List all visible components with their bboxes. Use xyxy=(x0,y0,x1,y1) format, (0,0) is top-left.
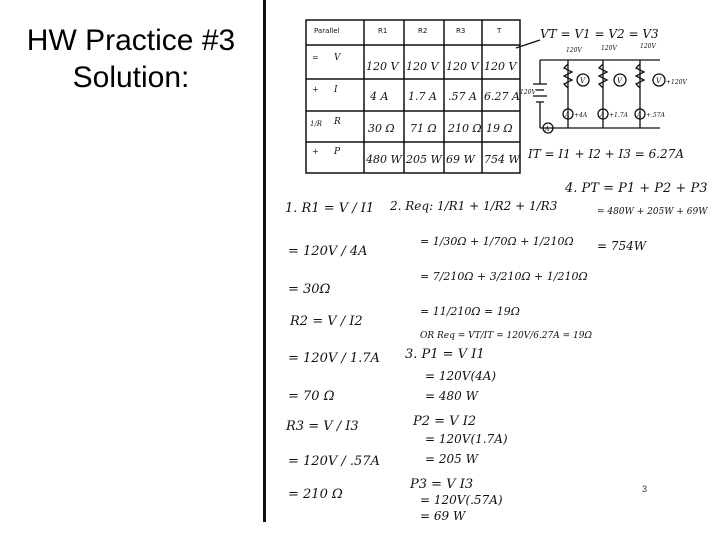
work-line: = 120V / 4A xyxy=(288,244,368,259)
work-line: = 120V / .57A xyxy=(288,454,380,469)
cell-p-r3: 69 W xyxy=(446,153,475,166)
header-r2: R2 xyxy=(418,27,428,35)
parallel-circuit xyxy=(516,40,665,133)
work-question-3 xyxy=(405,347,496,403)
work-line: = 120V(.57A) xyxy=(420,493,503,507)
work-line: = 120V(4A) xyxy=(425,369,497,383)
work-line: = 480 W xyxy=(425,389,478,403)
work-line: = 480W + 205W + 69W xyxy=(597,207,708,217)
table-row-voltage xyxy=(312,53,517,73)
work-line: = 7/210Ω + 3/210Ω + 1/210Ω xyxy=(420,270,588,283)
slide-title-line2: Solution: xyxy=(72,61,190,94)
cell-r-r2: 71 Ω xyxy=(410,122,437,135)
row-label: V xyxy=(334,53,341,63)
slide-title-line1: HW Practice #3 xyxy=(26,24,236,57)
work-line: = 1/30Ω + 1/70Ω + 1/210Ω xyxy=(420,235,574,248)
header-total: T xyxy=(497,27,502,35)
table-header-row xyxy=(314,27,502,35)
branch-voltage-label: +120V xyxy=(666,79,687,86)
table-row-current xyxy=(312,85,520,103)
work-question-4 xyxy=(564,181,708,253)
work-line: = 69 W xyxy=(420,509,466,523)
current-equation: IT = I1 + I2 + I3 = 6.27A xyxy=(528,147,684,161)
work-line: = 11/210Ω = 19Ω xyxy=(420,305,520,318)
cell-i-r3: .57 A xyxy=(448,90,477,103)
page-number: 3 xyxy=(642,484,648,494)
work-line: 4. PT = P1 + P2 + P3 xyxy=(565,181,708,196)
branch-current-label: +4A xyxy=(574,112,588,119)
header-parallel: Parallel xyxy=(314,27,340,35)
row-sym: + xyxy=(312,85,319,94)
table-row-power xyxy=(312,147,521,166)
branch-current-label: +.57A xyxy=(646,112,665,119)
cell-v-r2: 120 V xyxy=(406,60,439,73)
circuit-source-label: 120V xyxy=(520,89,536,96)
work-line: 2. Req: 1/R1 + 1/R2 + 1/R3 xyxy=(390,199,558,213)
work-line: = 120V(1.7A) xyxy=(425,432,508,446)
branch-current-label: +1.7A xyxy=(609,112,628,119)
work-line: 1. R1 = V / I1 xyxy=(285,201,375,216)
voltmeter-symbol: V xyxy=(617,77,623,85)
work-line: = 30Ω xyxy=(288,282,331,297)
branch-voltage-label: 120V xyxy=(601,45,617,52)
header-r3: R3 xyxy=(456,27,466,35)
ammeter-symbol: A xyxy=(600,112,605,119)
cell-r-r1: 30 Ω xyxy=(368,122,395,135)
ammeter-symbol: A xyxy=(637,112,642,119)
cell-p-r2: 205 W xyxy=(406,153,442,166)
cell-i-r1: 4 A xyxy=(370,90,389,103)
cell-p-r1: 480 W xyxy=(366,153,402,166)
row-sym: = xyxy=(312,53,319,62)
work-line: R2 = V / I2 xyxy=(290,314,363,329)
work-question-3c xyxy=(409,477,503,523)
work-question-1b xyxy=(288,314,380,404)
voltmeter-symbol: V xyxy=(580,77,586,85)
work-line: 3. P1 = V I1 xyxy=(405,347,485,362)
cell-v-r3: 120 V xyxy=(446,60,479,73)
work-question-2 xyxy=(389,199,592,341)
work-line: R3 = V / I3 xyxy=(286,419,359,434)
work-line: P2 = V I2 xyxy=(413,414,477,429)
cell-r-r3: 210 Ω xyxy=(448,122,482,135)
voltage-equation: VT = V1 = V2 = V3 xyxy=(540,27,659,41)
row-sym: + xyxy=(312,147,319,156)
cell-r-total: 19 Ω xyxy=(486,122,513,135)
work-line: P3 = V I3 xyxy=(410,477,474,492)
work-line: = 205 W xyxy=(425,452,478,466)
work-question-1 xyxy=(285,201,374,297)
row-label: R xyxy=(334,117,341,127)
ammeter-symbol: A xyxy=(545,126,550,133)
work-line: = 70 Ω xyxy=(288,389,335,404)
row-label: I xyxy=(334,85,338,95)
work-question-3b xyxy=(412,414,508,466)
work-line: OR Req = VT/IT = 120V/6.27A = 19Ω xyxy=(420,331,592,341)
cell-i-r2: 1.7 A xyxy=(408,90,437,103)
branch-voltage-label: 120V xyxy=(640,43,656,50)
cell-v-total: 120 V xyxy=(484,60,517,73)
work-question-1c xyxy=(285,419,380,502)
work-line: = 210 Ω xyxy=(288,487,343,502)
cell-v-r1: 120 V xyxy=(366,60,399,73)
row-sym: 1/R xyxy=(310,120,323,128)
ammeter-symbol: A xyxy=(565,112,570,119)
work-line: = 754W xyxy=(597,239,647,253)
cell-i-total: 6.27 A xyxy=(484,90,520,103)
row-label: P xyxy=(334,147,341,157)
branch-voltage-label: 120V xyxy=(566,47,582,54)
header-r1: R1 xyxy=(378,27,388,35)
cell-p-total: 754 W xyxy=(484,153,520,166)
voltmeter-symbol: V xyxy=(656,77,662,85)
work-line: = 120V / 1.7A xyxy=(288,351,380,366)
